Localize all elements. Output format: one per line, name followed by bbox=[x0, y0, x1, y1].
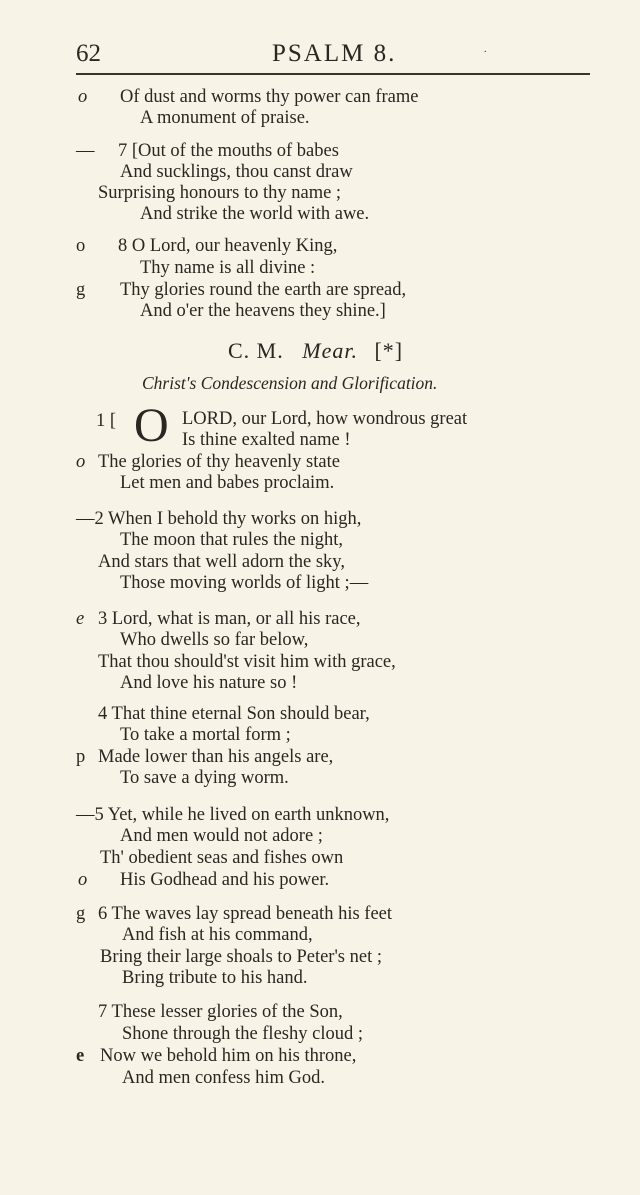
verse-line: 3 Lord, what is man, or all his race, bbox=[98, 609, 361, 629]
verse-line: And love his nature so ! bbox=[120, 673, 298, 693]
verse-line: LORD, our Lord, how wondrous great bbox=[182, 409, 468, 429]
dynamic-mark: o bbox=[76, 236, 86, 256]
dynamic-mark: g bbox=[76, 280, 86, 300]
running-title: PSALM 8. bbox=[272, 40, 397, 67]
verse-line: And men confess him God. bbox=[122, 1068, 325, 1088]
hymn-subtitle: Christ's Condescension and Glorification. bbox=[142, 373, 438, 393]
meter: C. M. bbox=[228, 338, 284, 363]
verse-line: Let men and babes proclaim. bbox=[120, 473, 335, 493]
dynamic-mark: o bbox=[76, 452, 86, 472]
verse-line: And fish at his command, bbox=[122, 925, 313, 945]
verse-line: A monument of praise. bbox=[140, 108, 310, 128]
verse-line: Who dwells so far below, bbox=[120, 630, 309, 650]
verse-line: To save a dying worm. bbox=[120, 768, 289, 788]
verse-number: 1 [ bbox=[96, 411, 117, 431]
verse-line: 7 These lesser glories of the Son, bbox=[98, 1002, 343, 1022]
verse-line: To take a mortal form ; bbox=[120, 725, 291, 745]
verse-line: Made lower than his angels are, bbox=[98, 747, 334, 767]
verse-line: And o'er the heavens they shine.] bbox=[140, 301, 386, 321]
dynamic-mark: e bbox=[76, 609, 85, 629]
verse-line: His Godhead and his power. bbox=[120, 870, 330, 890]
verse-line: Bring their large shoals to Peter's net ; bbox=[100, 947, 382, 967]
dynamic-mark: g bbox=[76, 904, 86, 924]
verse-line: Now we behold him on his throne, bbox=[100, 1046, 357, 1066]
tune-name: Mear. bbox=[302, 338, 358, 363]
star-mark: [*] bbox=[374, 338, 404, 363]
verse-line: That thou should'st visit him with grace, bbox=[98, 652, 396, 672]
verse-line: 6 The waves lay spread beneath his feet bbox=[98, 904, 393, 924]
verse-line: The glories of thy heavenly state bbox=[98, 452, 340, 472]
page-number: 62 bbox=[76, 40, 101, 67]
verse-line: —5 Yet, while he lived on earth unknown, bbox=[76, 805, 390, 825]
verse-line: Those moving worlds of light ;— bbox=[120, 573, 369, 593]
verse-line: 4 That thine eternal Son should bear, bbox=[98, 704, 370, 724]
verse-line: Shone through the fleshy cloud ; bbox=[122, 1024, 363, 1044]
verse-line: Of dust and worms thy power can frame bbox=[120, 87, 419, 107]
dynamic-mark: p bbox=[76, 747, 86, 767]
drop-cap: O bbox=[134, 399, 169, 452]
dynamic-mark: — bbox=[76, 141, 95, 161]
verse-line: The moon that rules the night, bbox=[120, 530, 343, 550]
verse-line: Th' obedient seas and fishes own bbox=[100, 848, 344, 868]
verse-line: And strike the world with awe. bbox=[140, 204, 370, 224]
header-mark: . bbox=[484, 44, 487, 55]
verse-line: 8 O Lord, our heavenly King, bbox=[118, 236, 338, 256]
verse-line: 7 [Out of the mouths of babes bbox=[118, 141, 339, 161]
verse-line: Bring tribute to his hand. bbox=[122, 968, 308, 988]
page-header bbox=[76, 40, 590, 74]
section-heading bbox=[228, 338, 403, 364]
verse-line: —2 When I behold thy works on high, bbox=[76, 509, 362, 529]
verse-line: And men would not adore ; bbox=[120, 826, 323, 846]
verse-line: Surprising honours to thy name ; bbox=[98, 183, 342, 203]
verse-line: And stars that well adorn the sky, bbox=[98, 552, 345, 572]
dynamic-mark: o bbox=[78, 87, 88, 107]
header-rule bbox=[76, 73, 590, 75]
verse-line: Is thine exalted name ! bbox=[182, 430, 351, 450]
verse-line: And sucklings, thou canst draw bbox=[120, 162, 353, 182]
verse-line: Thy glories round the earth are spread, bbox=[120, 280, 407, 300]
dynamic-mark: e bbox=[76, 1046, 85, 1066]
dynamic-mark: o bbox=[78, 870, 88, 890]
verse-line: Thy name is all divine : bbox=[140, 258, 316, 278]
